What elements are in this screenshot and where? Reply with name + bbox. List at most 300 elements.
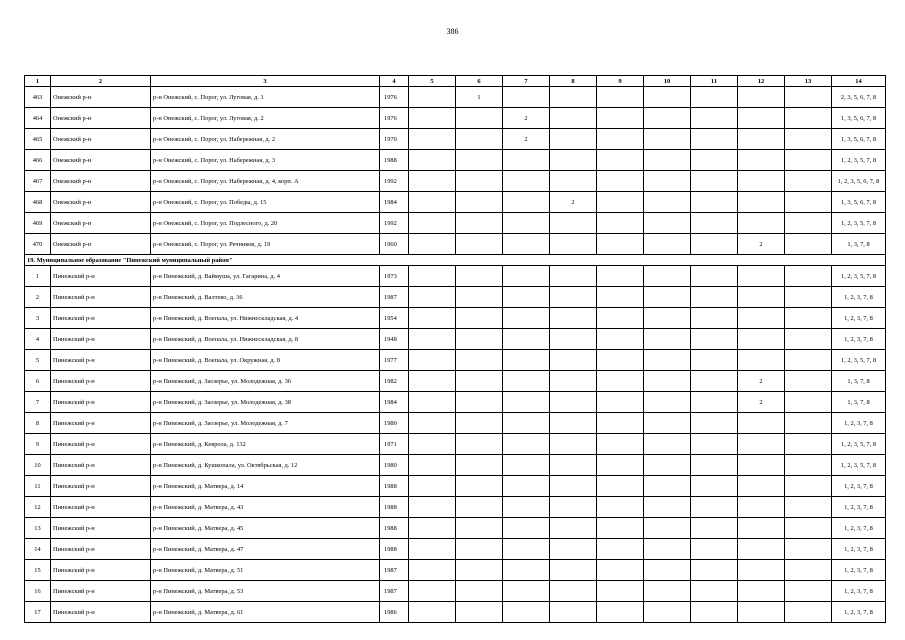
district-cell: Пинежский р-н bbox=[51, 497, 151, 518]
district-cell: Пинежский р-н bbox=[51, 350, 151, 371]
col7-cell bbox=[503, 434, 550, 455]
col6-cell bbox=[456, 308, 503, 329]
col6-cell bbox=[456, 434, 503, 455]
year-cell: 1988 bbox=[380, 497, 409, 518]
col7-cell: 2 bbox=[503, 129, 550, 150]
col14-cell: 1, 2, 3, 5, 7, 8 bbox=[832, 213, 886, 234]
col11-cell bbox=[691, 287, 738, 308]
col7-cell bbox=[503, 234, 550, 255]
col6-cell bbox=[456, 497, 503, 518]
col12-cell bbox=[738, 518, 785, 539]
col8-cell bbox=[550, 287, 597, 308]
col7-cell bbox=[503, 350, 550, 371]
address-cell: р-н Пинежский, д. Матвера, д. 45 bbox=[151, 518, 380, 539]
year-cell: 1988 bbox=[380, 476, 409, 497]
col7-cell bbox=[503, 476, 550, 497]
year-cell: 1977 bbox=[380, 350, 409, 371]
district-cell: Пинежский р-н bbox=[51, 581, 151, 602]
col10-cell bbox=[644, 150, 691, 171]
address-cell: р-н Пинежский, д. Матвера, д. 14 bbox=[151, 476, 380, 497]
col8-cell bbox=[550, 371, 597, 392]
col5-cell bbox=[409, 287, 456, 308]
col13-cell bbox=[785, 87, 832, 108]
col10-cell bbox=[644, 287, 691, 308]
col13-cell bbox=[785, 560, 832, 581]
year-cell: 1948 bbox=[380, 329, 409, 350]
col10-cell bbox=[644, 234, 691, 255]
address-cell: р-н Пинежский, д. Заозерье, ул. Молодежная, д. 7 bbox=[151, 413, 380, 434]
table-row bbox=[25, 371, 886, 392]
col11-cell bbox=[691, 518, 738, 539]
col11-cell bbox=[691, 234, 738, 255]
district-cell: Пинежский р-н bbox=[51, 476, 151, 497]
district-cell: Пинежский р-н bbox=[51, 266, 151, 287]
table-row bbox=[25, 171, 886, 192]
col5-cell bbox=[409, 192, 456, 213]
col14-cell: 1, 3, 7, 8 bbox=[832, 392, 886, 413]
col11-cell bbox=[691, 171, 738, 192]
table-row bbox=[25, 350, 886, 371]
col12-cell bbox=[738, 539, 785, 560]
col7-cell bbox=[503, 392, 550, 413]
col5-cell bbox=[409, 171, 456, 192]
table-row bbox=[25, 234, 886, 255]
address-cell: р-н Пинежский, д. Воепала, ул. Нижнескладская, д. 4 bbox=[151, 308, 380, 329]
col11-cell bbox=[691, 602, 738, 623]
district-cell: Пинежский р-н bbox=[51, 602, 151, 623]
col8-cell bbox=[550, 602, 597, 623]
col10-cell bbox=[644, 413, 691, 434]
col5-cell bbox=[409, 150, 456, 171]
col9-cell bbox=[597, 350, 644, 371]
district-cell: Пинежский р-н bbox=[51, 308, 151, 329]
col5-cell bbox=[409, 455, 456, 476]
col14-cell: 1, 2, 3, 7, 8 bbox=[832, 329, 886, 350]
col12-cell bbox=[738, 108, 785, 129]
col5-cell bbox=[409, 329, 456, 350]
col6-cell bbox=[456, 171, 503, 192]
col14-cell: 1, 3, 5, 6, 7, 8 bbox=[832, 108, 886, 129]
col6-cell bbox=[456, 213, 503, 234]
column-header-4: 4 bbox=[380, 76, 409, 87]
column-header-5: 5 bbox=[409, 76, 456, 87]
col14-cell: 1, 3, 5, 6, 7, 8 bbox=[832, 192, 886, 213]
address-cell: р-н Онежский, с. Порог, ул. Луговая, д. 2 bbox=[151, 108, 380, 129]
col9-cell bbox=[597, 266, 644, 287]
col12-cell bbox=[738, 434, 785, 455]
col12-cell bbox=[738, 150, 785, 171]
col13-cell bbox=[785, 476, 832, 497]
col7-cell bbox=[503, 150, 550, 171]
col9-cell bbox=[597, 108, 644, 129]
col14-cell: 1, 2, 3, 7, 8 bbox=[832, 539, 886, 560]
col8-cell bbox=[550, 434, 597, 455]
row-number: 8 bbox=[25, 413, 51, 434]
col10-cell bbox=[644, 560, 691, 581]
col5-cell bbox=[409, 308, 456, 329]
year-cell: 1970 bbox=[380, 129, 409, 150]
row-number: 13 bbox=[25, 518, 51, 539]
col7-cell: 2 bbox=[503, 108, 550, 129]
col5-cell bbox=[409, 497, 456, 518]
district-cell: Онежский р-н bbox=[51, 234, 151, 255]
row-number: 2 bbox=[25, 287, 51, 308]
address-cell: р-н Пинежский, д. Матвера, д. 61 bbox=[151, 602, 380, 623]
col8-cell bbox=[550, 308, 597, 329]
col13-cell bbox=[785, 602, 832, 623]
table-row bbox=[25, 129, 886, 150]
col6-cell bbox=[456, 455, 503, 476]
table-row bbox=[25, 329, 886, 350]
col14-cell: 1, 2, 3, 7, 8 bbox=[832, 497, 886, 518]
table-row bbox=[25, 539, 886, 560]
column-header-6: 6 bbox=[456, 76, 503, 87]
col6-cell bbox=[456, 266, 503, 287]
col9-cell bbox=[597, 129, 644, 150]
col10-cell bbox=[644, 518, 691, 539]
row-number: 466 bbox=[25, 150, 51, 171]
col12-cell bbox=[738, 287, 785, 308]
col9-cell bbox=[597, 497, 644, 518]
col7-cell bbox=[503, 497, 550, 518]
col7-cell bbox=[503, 192, 550, 213]
col8-cell bbox=[550, 108, 597, 129]
col7-cell bbox=[503, 602, 550, 623]
col8-cell bbox=[550, 518, 597, 539]
col12-cell bbox=[738, 192, 785, 213]
col13-cell bbox=[785, 350, 832, 371]
district-cell: Онежский р-н bbox=[51, 87, 151, 108]
address-cell: р-н Пинежский, д. Заозерье, ул. Молодежная, д. 36 bbox=[151, 371, 380, 392]
col13-cell bbox=[785, 234, 832, 255]
col13-cell bbox=[785, 308, 832, 329]
header-row bbox=[25, 76, 886, 87]
col12-cell: 2 bbox=[738, 234, 785, 255]
col7-cell bbox=[503, 171, 550, 192]
year-cell: 1992 bbox=[380, 171, 409, 192]
year-cell: 1988 bbox=[380, 150, 409, 171]
col8-cell bbox=[550, 581, 597, 602]
col11-cell bbox=[691, 266, 738, 287]
col14-cell: 1, 3, 7, 8 bbox=[832, 234, 886, 255]
col7-cell bbox=[503, 560, 550, 581]
col6-cell bbox=[456, 234, 503, 255]
row-number: 463 bbox=[25, 87, 51, 108]
col7-cell bbox=[503, 518, 550, 539]
col10-cell bbox=[644, 497, 691, 518]
col12-cell bbox=[738, 266, 785, 287]
row-number: 468 bbox=[25, 192, 51, 213]
col11-cell bbox=[691, 213, 738, 234]
address-cell: р-н Пинежский, д. Воепала, ул. Нижнескладская, д. 8 bbox=[151, 329, 380, 350]
col13-cell bbox=[785, 497, 832, 518]
col11-cell bbox=[691, 308, 738, 329]
col12-cell bbox=[738, 213, 785, 234]
col10-cell bbox=[644, 581, 691, 602]
col13-cell bbox=[785, 581, 832, 602]
col9-cell bbox=[597, 455, 644, 476]
table-row bbox=[25, 455, 886, 476]
col14-cell: 1, 2, 3, 5, 7, 8 bbox=[832, 455, 886, 476]
col8-cell bbox=[550, 171, 597, 192]
col14-cell: 1, 2, 3, 5, 7, 8 bbox=[832, 350, 886, 371]
col8-cell bbox=[550, 266, 597, 287]
col6-cell: 1 bbox=[456, 87, 503, 108]
table-row bbox=[25, 476, 886, 497]
col11-cell bbox=[691, 434, 738, 455]
col7-cell bbox=[503, 539, 550, 560]
col6-cell bbox=[456, 392, 503, 413]
col14-cell: 1, 2, 3, 7, 8 bbox=[832, 560, 886, 581]
col9-cell bbox=[597, 171, 644, 192]
col10-cell bbox=[644, 129, 691, 150]
year-cell: 1987 bbox=[380, 287, 409, 308]
column-header-1: 1 bbox=[25, 76, 51, 87]
col14-cell: 1, 2, 3, 5, 7, 8 bbox=[832, 150, 886, 171]
housing-register-table bbox=[24, 75, 886, 623]
col6-cell bbox=[456, 602, 503, 623]
address-cell: р-н Онежский, с. Порог, ул. Набережная, д. 2 bbox=[151, 129, 380, 150]
table-header bbox=[25, 76, 886, 87]
col8-cell: 2 bbox=[550, 192, 597, 213]
col14-cell: 1, 2, 3, 7, 8 bbox=[832, 287, 886, 308]
col7-cell bbox=[503, 87, 550, 108]
row-number: 12 bbox=[25, 497, 51, 518]
district-cell: Пинежский р-н bbox=[51, 287, 151, 308]
column-header-8: 8 bbox=[550, 76, 597, 87]
col6-cell bbox=[456, 560, 503, 581]
row-number: 467 bbox=[25, 171, 51, 192]
district-cell: Онежский р-н bbox=[51, 108, 151, 129]
col12-cell: 2 bbox=[738, 392, 785, 413]
col14-cell: 1, 2, 3, 7, 8 bbox=[832, 602, 886, 623]
table-body bbox=[25, 87, 886, 623]
address-cell: р-н Онежский, с. Порог, ул. Набережная, д. 3 bbox=[151, 150, 380, 171]
district-cell: Пинежский р-н bbox=[51, 434, 151, 455]
table-row bbox=[25, 308, 886, 329]
district-cell: Пинежский р-н bbox=[51, 329, 151, 350]
table-row bbox=[25, 434, 886, 455]
col7-cell bbox=[503, 581, 550, 602]
col12-cell bbox=[738, 476, 785, 497]
col12-cell bbox=[738, 329, 785, 350]
year-cell: 1954 bbox=[380, 308, 409, 329]
table-row bbox=[25, 87, 886, 108]
year-cell: 1986 bbox=[380, 602, 409, 623]
row-number: 7 bbox=[25, 392, 51, 413]
col5-cell bbox=[409, 518, 456, 539]
col9-cell bbox=[597, 287, 644, 308]
col7-cell bbox=[503, 413, 550, 434]
year-cell: 1980 bbox=[380, 413, 409, 434]
address-cell: р-н Пинежский, д. Воепала, ул. Окружная, д. 8 bbox=[151, 350, 380, 371]
row-number: 5 bbox=[25, 350, 51, 371]
col8-cell bbox=[550, 150, 597, 171]
table-row bbox=[25, 392, 886, 413]
address-cell: р-н Пинежский, д. Кушкопала, ул. Октябрьская, д. 12 bbox=[151, 455, 380, 476]
col13-cell bbox=[785, 329, 832, 350]
table-row bbox=[25, 192, 886, 213]
column-header-14: 14 bbox=[832, 76, 886, 87]
table-row bbox=[25, 108, 886, 129]
col5-cell bbox=[409, 213, 456, 234]
col5-cell bbox=[409, 581, 456, 602]
address-cell: р-н Пинежский, д. Кеврола, д. 132 bbox=[151, 434, 380, 455]
col8-cell bbox=[550, 350, 597, 371]
col8-cell bbox=[550, 392, 597, 413]
col12-cell bbox=[738, 581, 785, 602]
col11-cell bbox=[691, 150, 738, 171]
district-cell: Пинежский р-н bbox=[51, 539, 151, 560]
col11-cell bbox=[691, 87, 738, 108]
year-cell: 1980 bbox=[380, 455, 409, 476]
col13-cell bbox=[785, 150, 832, 171]
year-cell: 1984 bbox=[380, 192, 409, 213]
col5-cell bbox=[409, 560, 456, 581]
col13-cell bbox=[785, 108, 832, 129]
district-cell: Онежский р-н bbox=[51, 129, 151, 150]
col6-cell bbox=[456, 192, 503, 213]
col8-cell bbox=[550, 329, 597, 350]
row-number: 465 bbox=[25, 129, 51, 150]
col14-cell: 1, 2, 3, 7, 8 bbox=[832, 308, 886, 329]
section-row bbox=[25, 255, 886, 266]
col12-cell bbox=[738, 455, 785, 476]
row-number: 11 bbox=[25, 476, 51, 497]
year-cell: 1971 bbox=[380, 434, 409, 455]
col6-cell bbox=[456, 371, 503, 392]
district-cell: Пинежский р-н bbox=[51, 560, 151, 581]
col9-cell bbox=[597, 150, 644, 171]
address-cell: р-н Пинежский, д. Матвера, д. 51 bbox=[151, 560, 380, 581]
col12-cell bbox=[738, 560, 785, 581]
col10-cell bbox=[644, 308, 691, 329]
year-cell: 1988 bbox=[380, 539, 409, 560]
col11-cell bbox=[691, 192, 738, 213]
col11-cell bbox=[691, 392, 738, 413]
district-cell: Пинежский р-н bbox=[51, 518, 151, 539]
col6-cell bbox=[456, 329, 503, 350]
district-cell: Пинежский р-н bbox=[51, 413, 151, 434]
address-cell: р-н Пинежский, д. Матвера, д. 53 bbox=[151, 581, 380, 602]
col14-cell: 1, 2, 3, 7, 8 bbox=[832, 518, 886, 539]
district-cell: Онежский р-н bbox=[51, 192, 151, 213]
col5-cell bbox=[409, 350, 456, 371]
col9-cell bbox=[597, 192, 644, 213]
col9-cell bbox=[597, 539, 644, 560]
address-cell: р-н Пинежский, д. Матвера, д. 47 bbox=[151, 539, 380, 560]
col8-cell bbox=[550, 497, 597, 518]
table-row bbox=[25, 150, 886, 171]
col10-cell bbox=[644, 392, 691, 413]
col5-cell bbox=[409, 108, 456, 129]
col13-cell bbox=[785, 266, 832, 287]
col9-cell bbox=[597, 371, 644, 392]
col5-cell bbox=[409, 371, 456, 392]
col8-cell bbox=[550, 213, 597, 234]
col6-cell bbox=[456, 150, 503, 171]
col12-cell bbox=[738, 129, 785, 150]
column-header-9: 9 bbox=[597, 76, 644, 87]
col12-cell bbox=[738, 171, 785, 192]
col8-cell bbox=[550, 413, 597, 434]
col9-cell bbox=[597, 87, 644, 108]
address-cell: р-н Онежский, с. Порог, ул. Луговая, д. 1 bbox=[151, 87, 380, 108]
row-number: 3 bbox=[25, 308, 51, 329]
col9-cell bbox=[597, 213, 644, 234]
col10-cell bbox=[644, 213, 691, 234]
col13-cell bbox=[785, 129, 832, 150]
col9-cell bbox=[597, 560, 644, 581]
year-cell: 1987 bbox=[380, 560, 409, 581]
address-cell: р-н Онежский, с. Порог, ул. Набережная, д. 4, корп. А bbox=[151, 171, 380, 192]
table-row bbox=[25, 266, 886, 287]
col13-cell bbox=[785, 287, 832, 308]
col14-cell: 1, 2, 3, 7, 8 bbox=[832, 413, 886, 434]
col7-cell bbox=[503, 308, 550, 329]
col13-cell bbox=[785, 392, 832, 413]
col10-cell bbox=[644, 192, 691, 213]
col6-cell bbox=[456, 108, 503, 129]
col9-cell bbox=[597, 329, 644, 350]
col9-cell bbox=[597, 234, 644, 255]
col6-cell bbox=[456, 129, 503, 150]
col13-cell bbox=[785, 413, 832, 434]
col8-cell bbox=[550, 87, 597, 108]
col13-cell bbox=[785, 434, 832, 455]
col7-cell bbox=[503, 287, 550, 308]
col13-cell bbox=[785, 213, 832, 234]
col14-cell: 1, 2, 3, 7, 8 bbox=[832, 581, 886, 602]
table-row bbox=[25, 518, 886, 539]
col8-cell bbox=[550, 129, 597, 150]
col7-cell bbox=[503, 455, 550, 476]
row-number: 9 bbox=[25, 434, 51, 455]
year-cell: 1960 bbox=[380, 234, 409, 255]
year-cell: 1973 bbox=[380, 266, 409, 287]
row-number: 464 bbox=[25, 108, 51, 129]
col10-cell bbox=[644, 476, 691, 497]
table-row bbox=[25, 497, 886, 518]
table-row bbox=[25, 413, 886, 434]
column-header-12: 12 bbox=[738, 76, 785, 87]
col9-cell bbox=[597, 434, 644, 455]
address-cell: р-н Онежский, с. Порог, ул. Победы, д. 15 bbox=[151, 192, 380, 213]
col5-cell bbox=[409, 434, 456, 455]
address-cell: р-н Онежский, с. Порог, ул. Речников, д. 19 bbox=[151, 234, 380, 255]
table-row bbox=[25, 213, 886, 234]
col9-cell bbox=[597, 392, 644, 413]
col12-cell bbox=[738, 308, 785, 329]
col8-cell bbox=[550, 234, 597, 255]
col11-cell bbox=[691, 329, 738, 350]
col10-cell bbox=[644, 539, 691, 560]
col5-cell bbox=[409, 392, 456, 413]
col13-cell bbox=[785, 171, 832, 192]
district-cell: Онежский р-н bbox=[51, 171, 151, 192]
col9-cell bbox=[597, 308, 644, 329]
col8-cell bbox=[550, 560, 597, 581]
col14-cell: 1, 2, 3, 5, 7, 8 bbox=[832, 266, 886, 287]
col13-cell bbox=[785, 455, 832, 476]
col5-cell bbox=[409, 413, 456, 434]
col10-cell bbox=[644, 602, 691, 623]
col9-cell bbox=[597, 581, 644, 602]
address-cell: р-н Пинежский, д. Заозерье, ул. Молодежная, д. 38 bbox=[151, 392, 380, 413]
col8-cell bbox=[550, 476, 597, 497]
col11-cell bbox=[691, 497, 738, 518]
row-number: 469 bbox=[25, 213, 51, 234]
